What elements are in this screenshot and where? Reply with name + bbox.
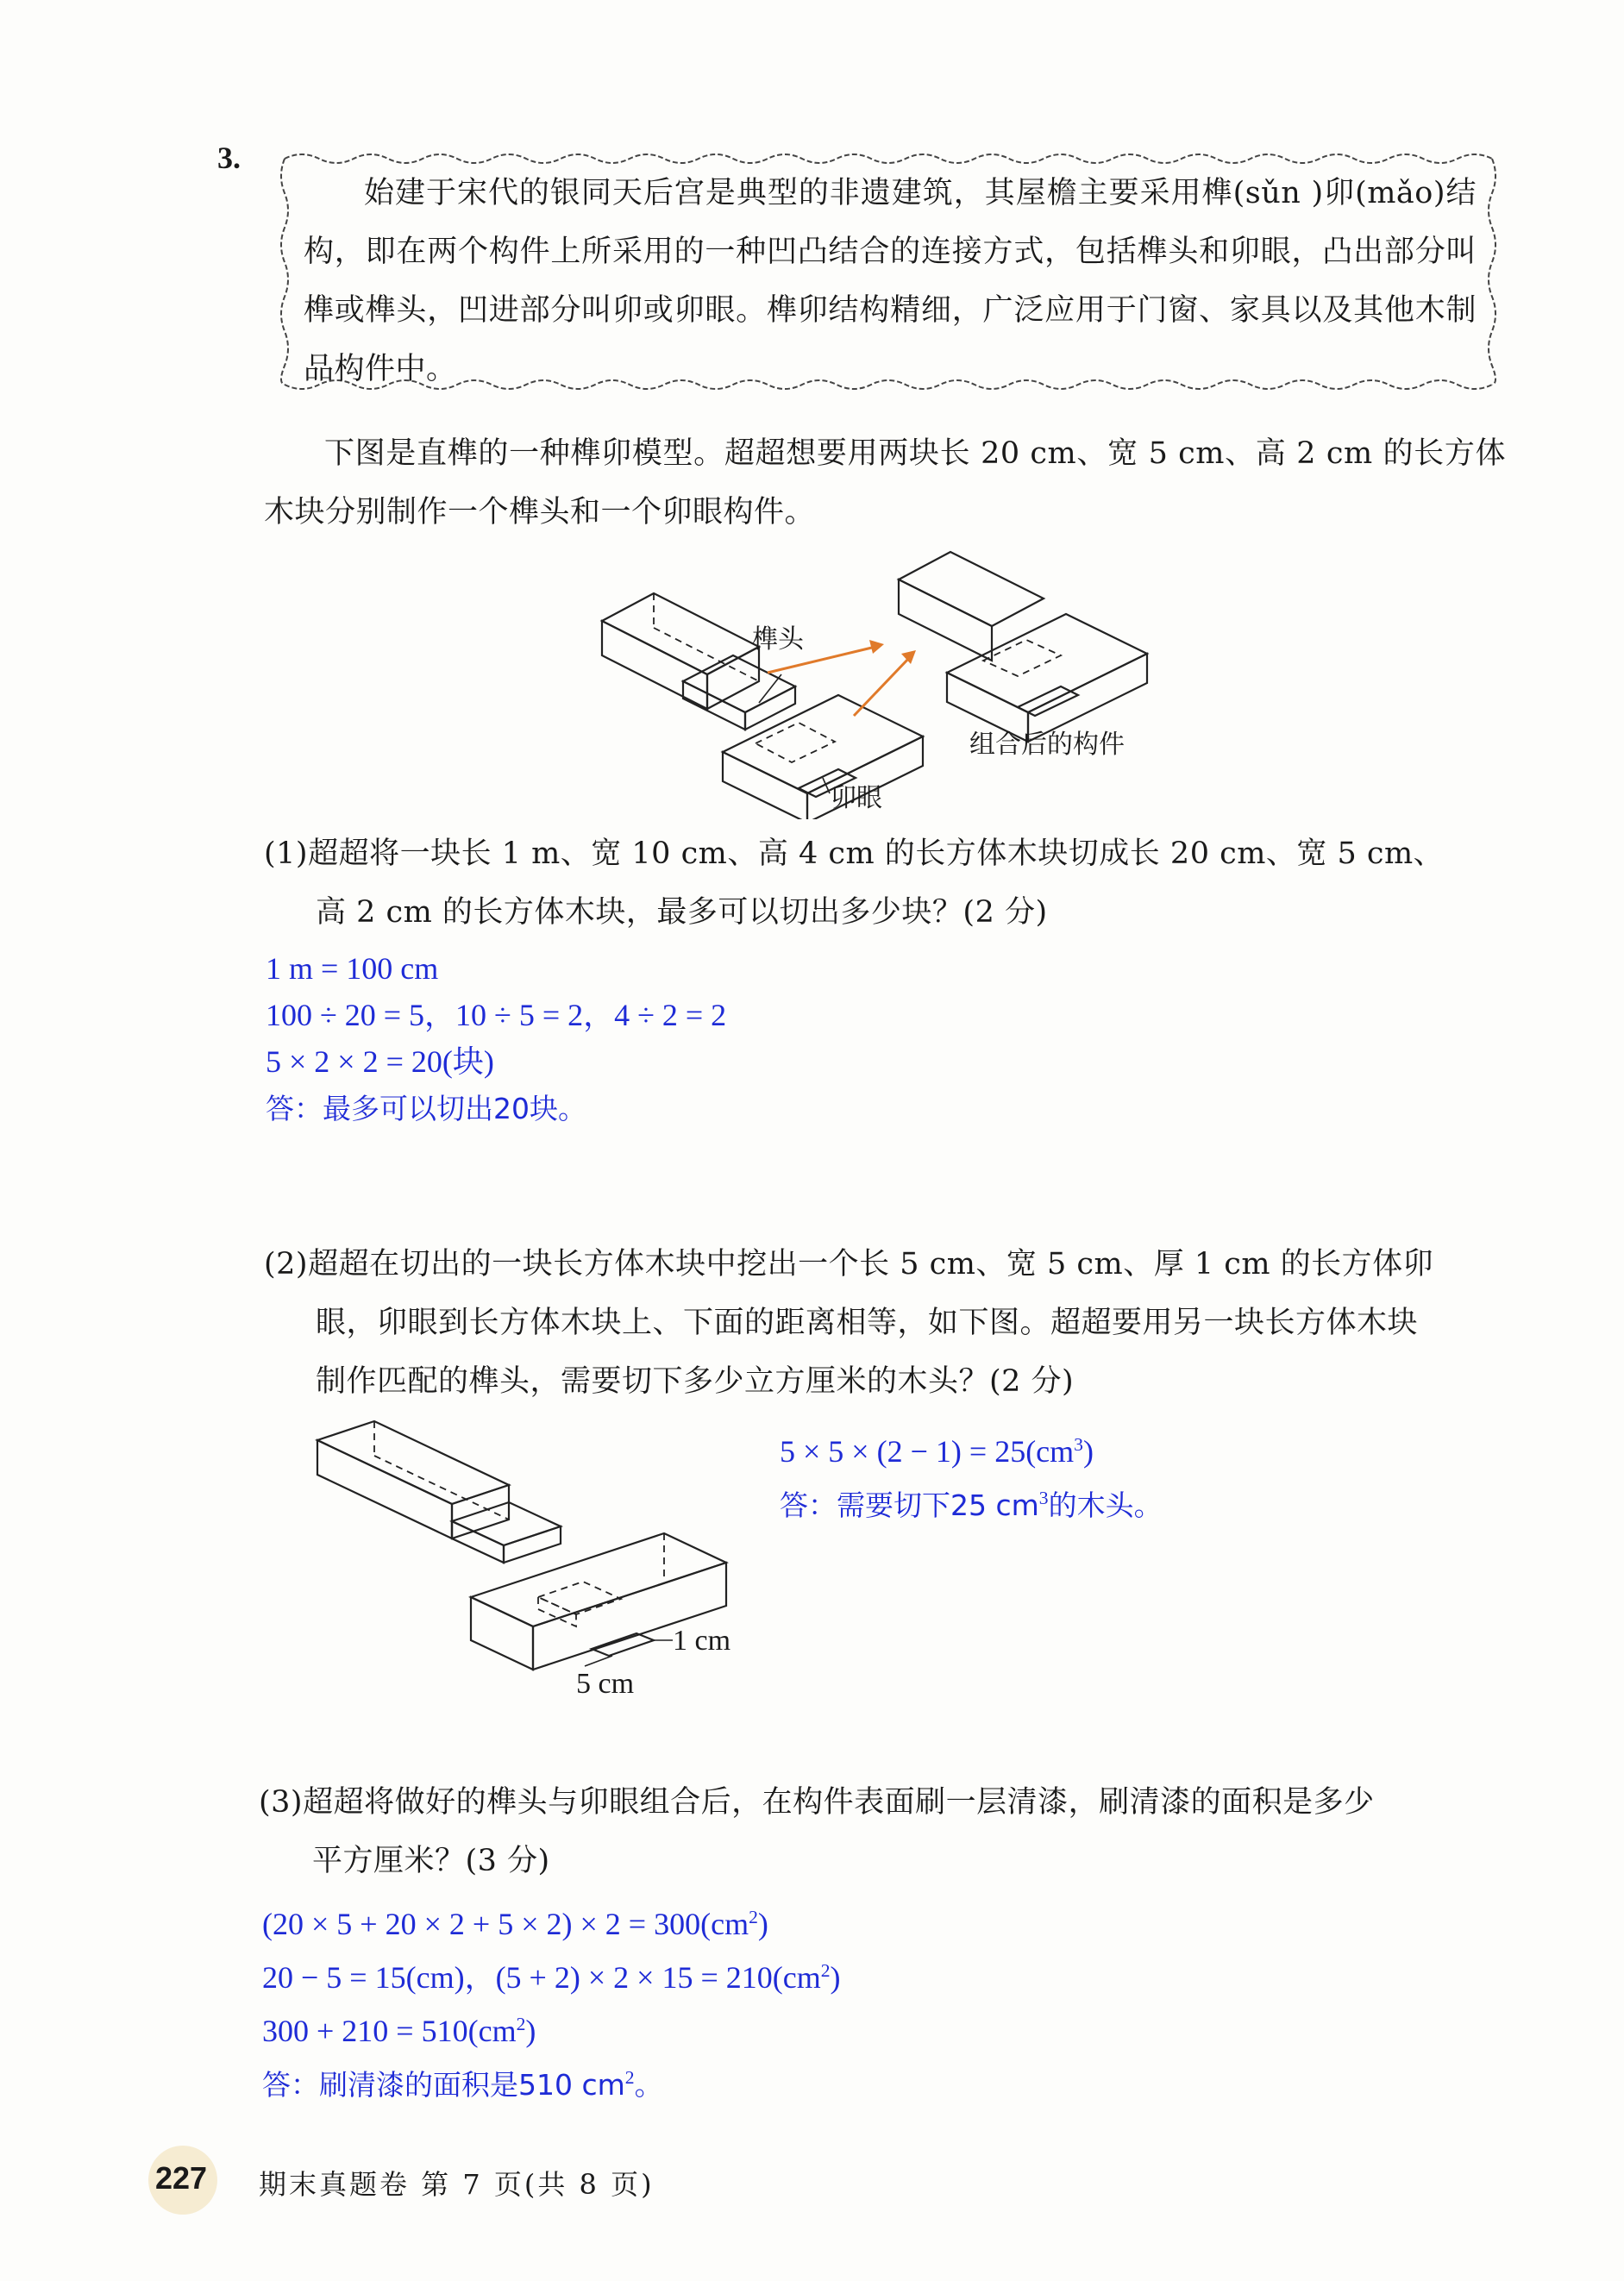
intro-paragraph: 始建于宋代的银同天后宫是典型的非遗建筑，其屋檐主要采用榫(sǔn )卯(mǎo)结构，即在两个构件上所采用的一种凹凸结合的连接方式，包括榫头和卯眼，凸出部分叫榫或榫头，凹进部分叫卯或卯眼。榫卯结构精细，广泛应用于门窗、家具以及其他木制品构件中。: [304, 176, 1477, 386]
label-tenon: 榫头: [752, 624, 804, 655]
part1-question-line2: 高 2 cm 的长方体木块，最多可以切出多少块？(2 分): [316, 895, 1048, 930]
part1-answer-line3: 5 × 2 × 2 = 20(块): [266, 1044, 494, 1079]
part2-answer-text-b: 的木头。: [1048, 1488, 1163, 1522]
setup-paragraph: 下图是直榫的一种榫卯模型。超超想要用两块长 20 cm、宽 5 cm、高 2 cm 的长方体木块分别制作一个榫头和一个卯眼构件。: [264, 436, 1506, 530]
part3-close-1: ): [757, 1907, 768, 1941]
tenon-block: [602, 593, 795, 730]
question-number: 3.: [217, 141, 241, 175]
part2-formula-sup: 3: [1074, 1434, 1083, 1455]
part2-question-line1: (2)超超在切出的一块长方体木块中挖出一个长 5 cm、宽 5 cm、厚 1 cm 的长方体卯: [264, 1247, 1434, 1281]
part2-question-line3: 制作匹配的榫头，需要切下多少立方厘米的木头？(2 分): [316, 1364, 1075, 1399]
part2-answer-text-a: 需要切下25 cm: [837, 1488, 1039, 1522]
part2-question-line2: 眼，卯眼到长方体木块上、下面的距离相等，如下图。超超要用另一块长方体木块: [316, 1306, 1419, 1340]
part3-answer-prefix: 答：: [262, 2068, 319, 2102]
combined-block: [899, 552, 1147, 742]
page-number: 227: [155, 2160, 208, 2196]
part3-close-2: ): [830, 1960, 841, 1995]
part3-sup-3: 2: [516, 2014, 526, 2034]
part3-answer-line2: 20 − 5 = 15(cm)，(5 + 2) × 2 × 15 = 210(cm: [262, 1960, 821, 1995]
part3-close-3: ): [525, 2014, 536, 2048]
part1-answer-line1: 1 m = 100 cm: [266, 951, 439, 986]
part1-question-line1: (1)超超将一块长 1 m、宽 10 cm、高 4 cm 的长方体木块切成长 20 cm、宽 5 cm、: [264, 837, 1445, 871]
part3-answer-end: 。: [634, 2068, 663, 2102]
part2-answer-sup: 3: [1038, 1488, 1049, 1508]
part3-answer-text: 刷清漆的面积是510 cm: [319, 2068, 625, 2102]
part2-answer: [780, 1421, 1163, 1529]
part2-formula: 5 × 5 × (2 − 1) = 25(cm: [780, 1434, 1075, 1469]
dim-length-label: 5 cm: [576, 1668, 635, 1700]
part1-answer-text: 最多可以切出20块。: [323, 1092, 586, 1125]
part2-figure: [310, 1414, 759, 1708]
part2-answer-prefix: 答：: [780, 1488, 837, 1522]
part3-answer-line1: (20 × 5 + 20 × 2 + 5 × 2) × 2 = 300(cm: [262, 1907, 749, 1941]
part3-sup-2: 2: [820, 1960, 831, 1981]
part2-formula-end: ): [1082, 1434, 1094, 1469]
tenon-mortise-figure: [595, 543, 1216, 819]
part1-answer: [266, 945, 726, 1132]
part3-answer-line3: 300 + 210 = 510(cm: [262, 2014, 517, 2048]
part1-answer-line2: 100 ÷ 20 = 5，10 ÷ 5 = 2，4 ÷ 2 = 2: [266, 998, 727, 1032]
mortise-block: [723, 695, 923, 819]
part3-question-line1: (3)超超将做好的榫头与卯眼组合后，在构件表面刷一层清漆，刷清漆的面积是多少: [259, 1785, 1375, 1820]
part3-answer-sup: 2: [624, 2067, 635, 2088]
part3-answer: [262, 1894, 841, 2109]
part1-answer-prefix: 答：: [266, 1092, 323, 1125]
label-combined: 组合后的构件: [969, 730, 1125, 760]
part3-question-line2: 平方厘米？(3 分): [312, 1844, 550, 1878]
label-mortise: 卯眼: [831, 783, 882, 813]
part3-sup-1: 2: [749, 1907, 758, 1927]
dim-thickness-label: 1 cm: [673, 1625, 731, 1657]
footer-text: 期末真题卷 第 7 页(共 8 页): [259, 2168, 655, 2201]
